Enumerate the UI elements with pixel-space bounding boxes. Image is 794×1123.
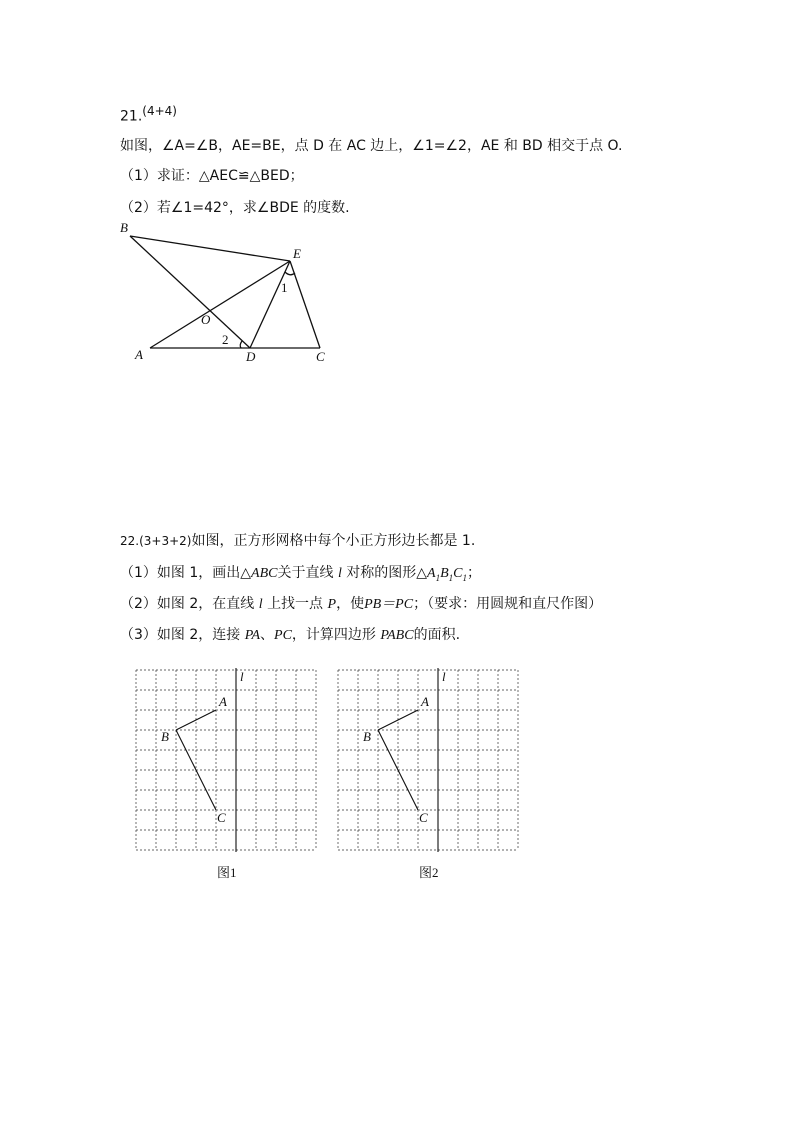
q21-stem: 如图，∠A=∠B，AE=BE，点 D 在 AC 边上，∠1=∠2，AE 和 BD 相交于点 O. (120, 138, 623, 154)
label-b: B (363, 729, 371, 744)
label-c: C (217, 810, 226, 825)
label-angle-2: 2 (222, 332, 229, 347)
q22-figure-1-caption: 图1 (217, 865, 237, 880)
q22-part1-text-c: 对称的图形 (346, 565, 417, 581)
q22-score: (3+3+2) (139, 534, 192, 548)
q22-sub-1: 1 (435, 572, 441, 583)
q22-stem-line (120, 530, 475, 550)
label-e: E (293, 246, 301, 261)
label-a: A (421, 694, 429, 709)
angle-2-arc (240, 341, 242, 348)
q22-part2 (120, 593, 602, 613)
q22-part2-text-b: 上找一点 (267, 596, 324, 612)
q22-part3-text-b: ，计算四边形 (291, 627, 376, 643)
q22-part1-b1: B (440, 566, 449, 581)
q22-part3-pabc: PABC (380, 628, 414, 643)
q22-part1-text-b: 关于直线 (277, 565, 334, 581)
q22-part1-line-l: l (337, 566, 342, 581)
q22-part1-text-a: （1）如图 1，画出 (120, 565, 241, 581)
q22-figure-1 (130, 662, 330, 862)
q22-part1-a1: △A (416, 566, 436, 581)
q22-part1-c1: C (453, 566, 463, 581)
q22-sub-2: 1 (448, 572, 454, 583)
q22-number: 22. (120, 534, 140, 548)
q22-part3-text-c: 的面积. (413, 627, 461, 643)
q21-part1: （1）求证：△AEC≌△BED； (120, 168, 304, 184)
q22-part3-pc: PC (274, 628, 292, 643)
label-angle-1: 1 (281, 280, 288, 295)
q22-part2-text-a: （2）如图 2，在直线 (120, 596, 255, 612)
q22-part3-text-a: （3）如图 2，连接 (120, 627, 241, 643)
q22-part1 (120, 562, 481, 583)
q22-part2-point-p: P (327, 597, 337, 612)
label-b: B (161, 729, 169, 744)
label-c: C (316, 349, 325, 364)
q22-figure-2-caption: 图2 (419, 865, 439, 880)
q21-header (120, 104, 177, 125)
q22-part2-requirement: ；（要求：用圆规和直尺作图） (413, 596, 603, 612)
q21-part2: （2）若∠1=42°，求∠BDE 的度数. (120, 200, 350, 216)
label-b: B (120, 220, 128, 235)
q22-part2-text-c: ，使 (336, 596, 365, 612)
q21-score: (4+4) (142, 104, 177, 118)
label-line-l: l (442, 669, 446, 684)
q22-figure-2 (332, 662, 532, 862)
label-line-l: l (240, 669, 244, 684)
q22-part1-image-triangle (416, 566, 467, 581)
q22-part2-line-l: l (258, 597, 263, 612)
q22-part1-triangle: △ABC (240, 566, 278, 581)
q22-part1-end: ； (467, 565, 482, 581)
q22-part3-sep: 、 (260, 627, 275, 643)
segment-bd (130, 236, 250, 348)
label-d: D (246, 349, 256, 364)
q21-figure (115, 218, 345, 368)
q22-part2-equation: PB＝PC (364, 597, 414, 612)
label-a: A (219, 694, 227, 709)
q22-stem: 如图，正方形网格中每个小正方形边长都是 1. (191, 533, 476, 549)
segment-be (130, 236, 290, 261)
q21-number: 21. (120, 108, 143, 125)
q22-part3-pa: PA (244, 628, 261, 643)
label-a: A (135, 347, 143, 362)
label-c: C (419, 810, 428, 825)
label-o: O (201, 312, 211, 327)
q22-sub-3: 1 (462, 572, 468, 583)
q22-part3 (120, 624, 460, 644)
